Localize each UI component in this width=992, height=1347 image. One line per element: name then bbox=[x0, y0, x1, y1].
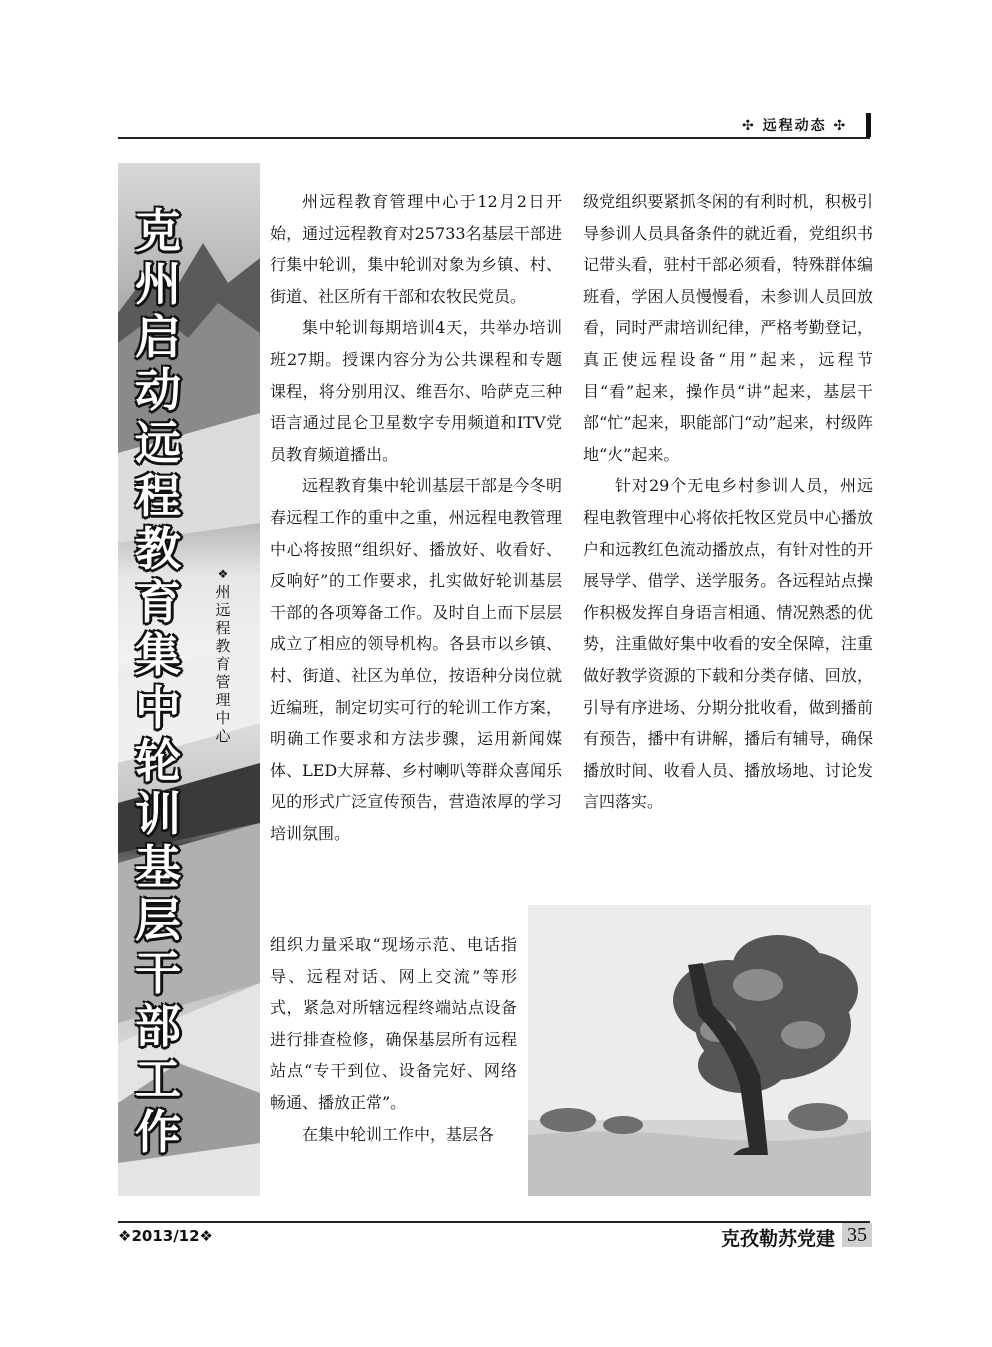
body-column-2 bbox=[583, 186, 873, 818]
article-title bbox=[118, 205, 198, 1159]
title-char: 轮 bbox=[135, 734, 181, 788]
author-char: 心 bbox=[215, 727, 231, 745]
tree-illustration bbox=[528, 905, 871, 1196]
title-char: 干 bbox=[135, 946, 181, 1000]
title-char: 工 bbox=[135, 1052, 181, 1106]
paragraph: 级党组织要紧抓冬闲的有利时机，积极引导参训人员具备条件的就近看，党组织书记带头看，驻村干部必须看，特殊群体编班看，学困人员慢慢看，未参训人员回放看，同时严肃培训纪律，严格考勤登记，真正使远程设备“用”起来，远程节目“看”起来，操作员“讲”起来，基层干部“忙”起来，职能部门“动”起来，村级阵地“火”起来。 bbox=[583, 192, 873, 464]
paragraph: 州远程教育管理中心于12月2日开始，通过远程教育对25733名基层干部进行集中轮训，集中轮训对象为乡镇、村、街道、社区所有干部和农牧民党员。 bbox=[270, 192, 562, 306]
title-char: 州 bbox=[135, 257, 181, 311]
magazine-name: 克孜勒苏党建 bbox=[721, 1228, 836, 1250]
title-char: 层 bbox=[135, 893, 181, 947]
title-char: 部 bbox=[135, 999, 181, 1053]
title-char: 动 bbox=[135, 363, 181, 417]
author-byline bbox=[212, 565, 234, 745]
title-char: 训 bbox=[135, 787, 181, 841]
body-column-1-continued bbox=[270, 929, 517, 1150]
author-char: 管 bbox=[215, 673, 231, 691]
body-column-1 bbox=[270, 186, 562, 849]
author-char: 育 bbox=[215, 655, 231, 673]
title-char: 克 bbox=[135, 204, 181, 258]
page-number: 35 bbox=[842, 1223, 872, 1247]
author-char: 教 bbox=[215, 637, 231, 655]
title-char: 作 bbox=[135, 1105, 181, 1159]
paragraph: 远程教育集中轮训基层干部是今冬明春远程工作的重中之重，州远程电教管理中心将按照“组织好、播放好、收看好、反响好”的工作要求，扎实做好轮训基层干部的各项筹备工作。及时自上而下层层成立了相应的领导机构。各县市以乡镇、村、街道、社区为单位，按语种分岗位就近编班，制定切实可行的轮训工作方案，明确工作要求和方法步骤，运用新闻媒体、LED大屏幕、乡村喇叭等群众喜闻乐见的形式广泛宣传预告，营造浓厚的学习培训氛围。 bbox=[270, 476, 562, 843]
title-char: 启 bbox=[135, 310, 181, 364]
paragraph: 集中轮训每期培训4天，共举办培训班27期。授课内容分为公共课程和专题课程，将分别用汉、维吾尔、哈萨克三种语言通过昆仑卫星数字专用频道和ITV党员教育频道播出。 bbox=[270, 318, 562, 464]
title-char: 基 bbox=[135, 840, 181, 894]
title-char: 程 bbox=[135, 469, 181, 523]
author-char: 程 bbox=[215, 619, 231, 637]
paragraph: 在集中轮训工作中，基层各 bbox=[302, 1124, 495, 1144]
diamond-icon: ❖ bbox=[217, 567, 229, 581]
title-char: 远 bbox=[135, 416, 181, 470]
author-char: 中 bbox=[215, 709, 231, 727]
populus-tree-photo bbox=[528, 905, 871, 1196]
title-char: 教 bbox=[135, 522, 181, 576]
issue-date: ❖2013/12❖ bbox=[118, 1227, 213, 1245]
paragraph: 针对29个无电乡村参训人员，州远程电教管理中心将依托牧区党员中心播放户和远教红色流动播放点，有针对性的开展导学、借学、送学服务。各远程站点操作积极发挥自身语言相通、情况熟悉的优势，注重做好集中收看的安全保障，注重做好教学资源的下载和分类存储、回放，引导有序进场、分期分批收看，做到播前有预告，播中有讲解，播后有辅导，确保播放时间、收看人员、播放场地、讨论发言四落实。 bbox=[583, 476, 873, 812]
author-char: 理 bbox=[215, 691, 231, 709]
title-char: 育 bbox=[135, 575, 181, 629]
header-rule bbox=[118, 137, 870, 139]
author-char: 远 bbox=[215, 601, 231, 619]
footer-rule bbox=[118, 1221, 870, 1223]
author-char: 州 bbox=[215, 583, 231, 601]
section-tag: ✣ 远程动态 ✣ bbox=[742, 118, 848, 134]
paragraph: 组织力量采取“现场示范、电话指导、远程对话、网上交流”等形式，紧急对所辖远程终端站点设备进行排查检修，确保基层所有远程站点“专干到位、设备完好、网络畅通、播放正常”。 bbox=[270, 935, 517, 1112]
title-char: 集 bbox=[135, 628, 181, 682]
header-bar bbox=[866, 113, 871, 137]
title-char: 中 bbox=[135, 681, 181, 735]
